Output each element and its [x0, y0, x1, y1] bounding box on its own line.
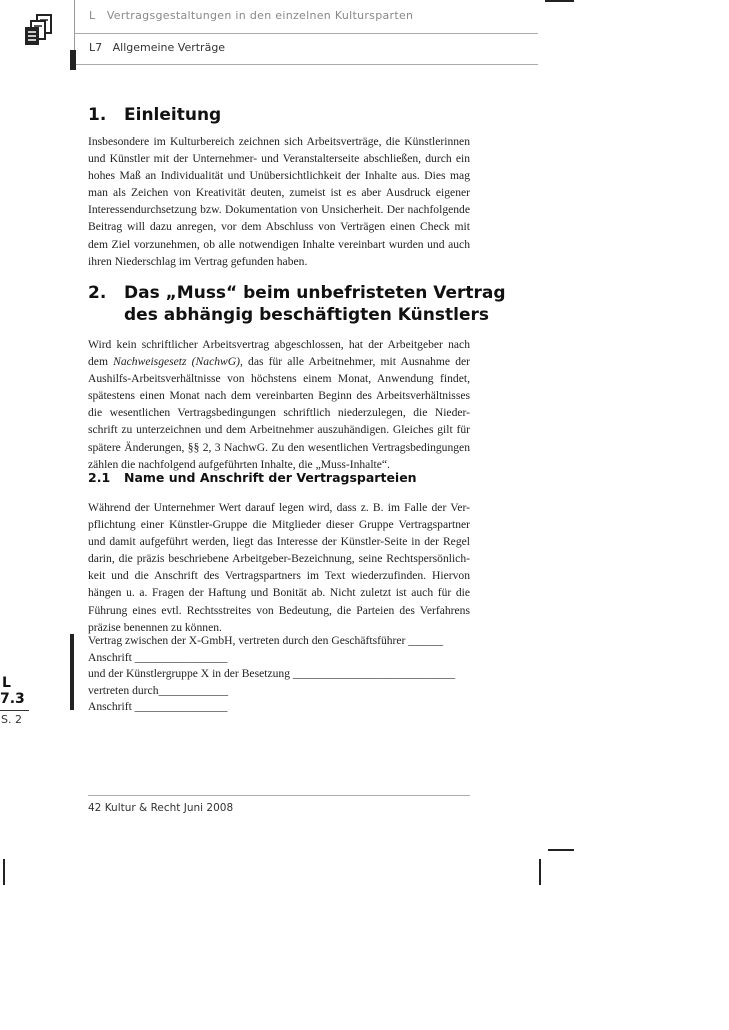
text-fragment: dem: [88, 355, 114, 369]
example-line: Anschrift ________________: [88, 650, 228, 664]
section-2-title-line-1: Das „Muss“ beim unbefristeten Vertrag: [124, 283, 506, 303]
section-2-1-paragraph: [88, 499, 470, 636]
section-2-1-title: Name und Anschrift der Vertragsparteien: [124, 470, 417, 485]
text-line: Insbesondere im Kulturbereich zeichnen sich Arbeitsverträge, die Künstlerinnen: [88, 135, 470, 148]
crop-mark-bottom-left: [3, 859, 5, 885]
text-line: hohes Maß an Individualität und Unübersichtlichkeit der Inhalte aus. Dies mag: [88, 169, 470, 183]
crop-mark-top-right: [545, 0, 574, 2]
section-2-1-number: 2.1: [88, 470, 111, 485]
side-tab-number: 7.3: [0, 691, 25, 707]
crop-mark-bottom-right-vertical: [539, 859, 541, 885]
text-line: man als Zeichen von Kreativität deuten, zumeist ist es aber Ausdruck eigener: [88, 186, 470, 200]
example-line: Anschrift ________________: [88, 700, 228, 713]
text-line: hängen u. a. Fragen der Haftung und Bonität ab. Nicht zuletzt ist auch für die: [88, 586, 470, 600]
text-line: zählen die nachfolgend aufgeführten Inhalte, die „Muss-Inhalte“.: [88, 457, 390, 471]
section-1-number: 1.: [88, 105, 107, 125]
example-line: und der Künstlergruppe X in der Besetzung ____________________________: [88, 667, 456, 680]
law-reference: Nachweisgesetz (NachwG): [113, 355, 240, 369]
header-divider-top: [74, 33, 538, 34]
text-line: pflichtung einer Künstler-Gruppe die Mitglieder dieser Gruppe Vertragspartner: [88, 518, 470, 532]
section-2-number: 2.: [88, 283, 107, 303]
text-line: Wird kein schriftlicher Arbeitsvertrag abgeschlossen, hat der Arbeitgeber nach: [88, 338, 470, 351]
text-line: ihren Niederschlag im Vertrag gefunden haben.: [88, 254, 308, 268]
crop-mark-bottom-right-horizontal: [548, 849, 574, 851]
section-1-title: Einleitung: [124, 105, 222, 125]
text-line: schrift zu unterzeichnen und dem Arbeitnehmer auszuhändigen. Gleiches gilt für: [88, 423, 470, 437]
text-line: [88, 353, 470, 370]
text-fragment: , das für alle Arbeitnehmer, mit Ausnahme der: [239, 355, 471, 369]
text-line: spätestens einen Monat nach dem vereinbarten Beginn des Arbeitsverhältnisses: [88, 389, 470, 403]
side-tab-divider: [0, 710, 29, 711]
contract-example: [88, 633, 470, 716]
text-line: Während der Unternehmer Wert darauf legen wird, dass z. B. im Falle der Ver-: [88, 501, 470, 514]
text-line: präzise benennen zu können.: [88, 620, 222, 634]
running-header-section: L Vertragsgestaltungen in den einzelnen Kultursparten: [89, 9, 414, 22]
footer-divider: [88, 795, 470, 796]
text-line: Beitrag will dazu anregen, vor dem Abschluss von Verträgen einen Check mit: [88, 220, 470, 234]
section-2-title-line-2: des abhängig beschäftigten Künstlers: [124, 305, 489, 325]
section-1-paragraph: [88, 133, 470, 270]
example-marker-bar: [70, 634, 74, 710]
running-header-subsection: L7 Allgemeine Verträge: [89, 41, 226, 54]
side-tab-letter: L: [2, 675, 11, 691]
text-line: keit und die Anschrift des Vertragspartners im Text wiederzufinden. Hiervon: [88, 569, 470, 583]
text-line: Führung eines evtl. Rechtsstreites von Bedeutung, die Parteien des Verfahrens: [88, 603, 470, 617]
header-divider-bottom: [74, 64, 538, 65]
footer-text: 42 Kultur & Recht Juni 2008: [88, 802, 234, 814]
example-line: Vertrag zwischen der X-GmbH, vertreten durch den Geschäftsführer ______: [88, 634, 444, 647]
header-marker-bar: [70, 50, 76, 70]
text-line: und damit aufgeführt werden, liegt das Interesse der Künstler-Seite in der Regel: [88, 535, 470, 549]
text-line: Aushilfs-Arbeitsverhältnisse von höchstens einem Monat, Anwendung findet,: [88, 372, 470, 386]
section-2-paragraph: [88, 336, 470, 473]
example-line: vertreten durch____________: [88, 683, 229, 697]
text-line: Interessendurchsetzung bzw. Dokumentation von Unsicherheit. Der nachfolgende: [88, 203, 470, 217]
text-line: darin, die präzis beschriebene Arbeitgeber-Bezeichnung, seine Rechtspersönlich-: [88, 552, 470, 566]
side-tab-page: S. 2: [1, 713, 22, 726]
text-line: die wesentlichen Vertragsbedingungen schriftlich niederzulegen, die Nieder-: [88, 406, 470, 420]
text-line: dem Ziel vorzunehmen, ob alle notwendigen Inhalte vereinbart wurden und auch: [88, 237, 470, 251]
text-line: spätere Änderungen, §§ 2, 3 NachwG. Zu den wesentlichen Vertragsbedingungen: [88, 440, 470, 454]
documents-icon: [22, 14, 60, 52]
text-line: und Künstler mit der Unternehmer- und Veranstalterseite abschließen, durch ein: [88, 152, 470, 166]
